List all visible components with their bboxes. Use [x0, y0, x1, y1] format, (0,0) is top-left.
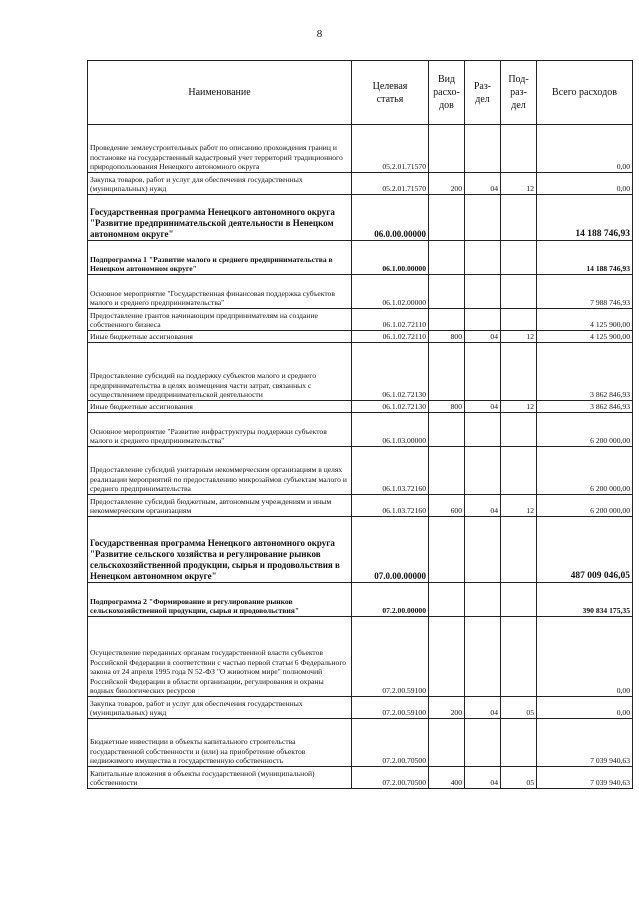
table-header — [88, 61, 633, 125]
row-target-article: 05.2.01.71570 — [352, 173, 429, 195]
column-header-razd-line2: дел — [475, 93, 490, 105]
row-name: Государственная программа Ненецкого автономного округа "Развитие сельского хозяйства и регулирование рынков сельскохозяйственной продукции, сырья и продовольствия в Ненецком автономном округе" — [88, 517, 352, 583]
row-expense-type — [429, 719, 465, 767]
row-expense-type — [429, 309, 465, 331]
row-expense-type — [429, 195, 465, 241]
row-expense-type — [429, 583, 465, 617]
row-total: 0,00 — [537, 173, 633, 195]
row-expense-type — [429, 125, 465, 173]
row-target-article: 07.2.00.70500 — [352, 767, 429, 789]
row-total: 6 200 000,00 — [537, 495, 633, 517]
row-target-article: 06.1.03.72160 — [352, 447, 429, 495]
row-total: 7 988 746,93 — [537, 275, 633, 309]
row-subsection — [501, 583, 537, 617]
row-subsection — [501, 413, 537, 447]
row-expense-type: 200 — [429, 173, 465, 195]
row-total: 390 834 175,35 — [537, 583, 633, 617]
row-target-article: 06.1.02.72110 — [352, 331, 429, 343]
row-subsection — [501, 617, 537, 697]
column-header-vid-line3: дов — [439, 100, 454, 111]
row-section — [465, 583, 501, 617]
column-header-total: Всего расходов — [537, 61, 633, 125]
row-expense-type — [429, 275, 465, 309]
row-total: 0,00 — [537, 617, 633, 697]
row-target-article: 06.1.02.72110 — [352, 309, 429, 331]
row-name: Государственная программа Ненецкого автономного округа "Развитие предпринимательской деятельности в Ненецком автономном округе" — [88, 195, 352, 241]
table-row — [88, 583, 633, 617]
table-row — [88, 617, 633, 697]
table-row — [88, 331, 633, 343]
column-header-section — [465, 61, 501, 125]
column-header-code-line1: Целевая — [372, 80, 408, 92]
row-total: 3 862 846,93 — [537, 343, 633, 401]
table-row — [88, 697, 633, 719]
row-subsection — [501, 275, 537, 309]
row-subsection — [501, 517, 537, 583]
row-expense-type — [429, 447, 465, 495]
row-total: 7 039 940,63 — [537, 767, 633, 789]
row-total: 6 200 000,00 — [537, 447, 633, 495]
row-section — [465, 617, 501, 697]
table-body — [88, 125, 633, 789]
row-name: Основное мероприятие "Развитие инфраструктуры поддержки субъектов малого и среднего предпринимательства" — [88, 413, 352, 447]
column-header-target-article — [352, 61, 429, 125]
row-name: Предоставление субсидий бюджетным, автономным учреждениям и иным некоммерческим организациям — [88, 495, 352, 517]
table-row — [88, 343, 633, 401]
row-section: 04 — [465, 173, 501, 195]
row-target-article: 06.1.02.00000 — [352, 275, 429, 309]
column-header-vid-line2: расхо- — [433, 87, 460, 98]
row-section — [465, 241, 501, 275]
table-row — [88, 719, 633, 767]
table-row — [88, 447, 633, 495]
row-total: 7 039 940,63 — [537, 719, 633, 767]
table-row — [88, 495, 633, 517]
row-total: 4 125 900,00 — [537, 309, 633, 331]
row-expense-type: 800 — [429, 331, 465, 343]
column-header-expense-type — [429, 61, 465, 125]
table-row — [88, 275, 633, 309]
row-section: 04 — [465, 331, 501, 343]
row-target-article: 07.2.00.70500 — [352, 719, 429, 767]
row-name: Предоставление субсидий унитарным некоммерческим организациям в целях реализации мероприятий по предоставлению микрозаймов субъектам малого и среднего предпринимательства — [88, 447, 352, 495]
row-target-article: 07.2.00.59100 — [352, 617, 429, 697]
table-row — [88, 125, 633, 173]
row-section — [465, 413, 501, 447]
row-section — [465, 447, 501, 495]
column-header-pod-line3: дел — [511, 100, 526, 111]
column-header-pod-line1: Под- — [508, 74, 529, 85]
row-section: 04 — [465, 697, 501, 719]
row-total: 3 862 846,93 — [537, 401, 633, 413]
row-target-article: 07.2.00.00000 — [352, 583, 429, 617]
row-total: 4 125 900,00 — [537, 331, 633, 343]
row-total: 487 009 046,05 — [537, 517, 633, 583]
row-section: 04 — [465, 401, 501, 413]
row-section — [465, 517, 501, 583]
column-header-code-line2: статья — [376, 93, 404, 105]
column-header-vid-line1: Вид — [437, 74, 456, 85]
row-name: Капитальные вложения в объекты государственной (муниципальной) собственности — [88, 767, 352, 789]
row-section — [465, 275, 501, 309]
row-expense-type: 400 — [429, 767, 465, 789]
row-name: Проведение землеустроительных работ по описанию прохождения границ и постановке на государственный кадастровый учет территорий традиционного природопользования Ненецкого автономного округа — [88, 125, 352, 173]
row-subsection — [501, 241, 537, 275]
row-target-article: 07.0.00.00000 — [352, 517, 429, 583]
row-expense-type — [429, 343, 465, 401]
table-row — [88, 173, 633, 195]
column-header-name: Наименование — [88, 61, 352, 125]
row-total: 14 188 746,93 — [537, 241, 633, 275]
row-target-article: 06.1.03.00000 — [352, 413, 429, 447]
row-target-article: 06.1.00.00000 — [352, 241, 429, 275]
row-section — [465, 343, 501, 401]
row-subsection — [501, 309, 537, 331]
row-subsection: 05 — [501, 697, 537, 719]
row-name: Предоставление грантов начинающим предпринимателям на создание собственного бизнеса — [88, 309, 352, 331]
row-section — [465, 719, 501, 767]
row-section — [465, 125, 501, 173]
header-row — [88, 61, 633, 125]
row-name: Закупка товаров, работ и услуг для обеспечения государственных (муниципальных) нужд — [88, 173, 352, 195]
row-subsection: 05 — [501, 767, 537, 789]
row-expense-type: 800 — [429, 401, 465, 413]
column-header-pod-line2: раз- — [510, 87, 527, 98]
row-subsection — [501, 343, 537, 401]
row-expense-type: 200 — [429, 697, 465, 719]
row-subsection — [501, 447, 537, 495]
row-total: 14 188 746,93 — [537, 195, 633, 241]
row-target-article: 06.0.00.00000 — [352, 195, 429, 241]
row-subsection: 12 — [501, 495, 537, 517]
column-header-razd-line1: Раз- — [473, 80, 492, 92]
table-row — [88, 517, 633, 583]
row-name: Предоставление субсидий на поддержку субъектов малого и среднего предпринимательства в целях возмещения части затрат, связанных с осуществлением предпринимательской деятельности — [88, 343, 352, 401]
row-name: Бюджетные инвестиции в объекты капитального строительства государственной собственности и (или) на приобретение объектов недвижимого имущества в государственную собственность — [88, 719, 352, 767]
row-name: Подпрограмма 1 "Развитие малого и среднего предпринимательства в Ненецком автономном округе" — [88, 241, 352, 275]
row-name: Подпрограмма 2 "Формирование и регулирование рынков сельскохозяйственной продукции, сырья и продовольствия" — [88, 583, 352, 617]
row-total: 0,00 — [537, 697, 633, 719]
table-row — [88, 413, 633, 447]
row-target-article: 05.2.01.71570 — [352, 125, 429, 173]
row-name: Основное мероприятие "Государственная финансовая поддержка субъектов малого и среднего предпринимательства" — [88, 275, 352, 309]
row-target-article: 06.1.03.72160 — [352, 495, 429, 517]
row-section — [465, 309, 501, 331]
row-target-article: 07.2.00.59100 — [352, 697, 429, 719]
table-row — [88, 241, 633, 275]
table-row — [88, 309, 633, 331]
row-target-article: 06.1.02.72130 — [352, 343, 429, 401]
row-subsection: 12 — [501, 331, 537, 343]
row-expense-type: 600 — [429, 495, 465, 517]
row-expense-type — [429, 617, 465, 697]
row-name: Иные бюджетные ассигнования — [88, 331, 352, 343]
table-row — [88, 195, 633, 241]
row-section — [465, 195, 501, 241]
budget-table — [87, 60, 633, 789]
row-section: 04 — [465, 767, 501, 789]
row-total: 6 200 000,00 — [537, 413, 633, 447]
row-name: Осуществление переданных органам государственной власти субъектов Российской Федерации в соответствии с частью первой статьи 6 Федерального закона от 24 апреля 1995 года N 52-ФЗ "О животном мире" полномочий Российской Федерации в области организации, регулирования и охраны водных биологических ресурсов — [88, 617, 352, 697]
row-name: Закупка товаров, работ и услуг для обеспечения государственных (муниципальных) нужд — [88, 697, 352, 719]
column-header-subsection — [501, 61, 537, 125]
row-expense-type — [429, 241, 465, 275]
table-row — [88, 401, 633, 413]
table-row — [88, 767, 633, 789]
row-subsection — [501, 195, 537, 241]
row-subsection: 12 — [501, 401, 537, 413]
row-section: 04 — [465, 495, 501, 517]
row-expense-type — [429, 517, 465, 583]
page-number: 8 — [316, 28, 323, 40]
row-name: Иные бюджетные ассигнования — [88, 401, 352, 413]
row-subsection: 12 — [501, 173, 537, 195]
row-total: 0,00 — [537, 125, 633, 173]
row-subsection — [501, 719, 537, 767]
row-target-article: 06.1.02.72130 — [352, 401, 429, 413]
row-expense-type — [429, 413, 465, 447]
row-subsection — [501, 125, 537, 173]
